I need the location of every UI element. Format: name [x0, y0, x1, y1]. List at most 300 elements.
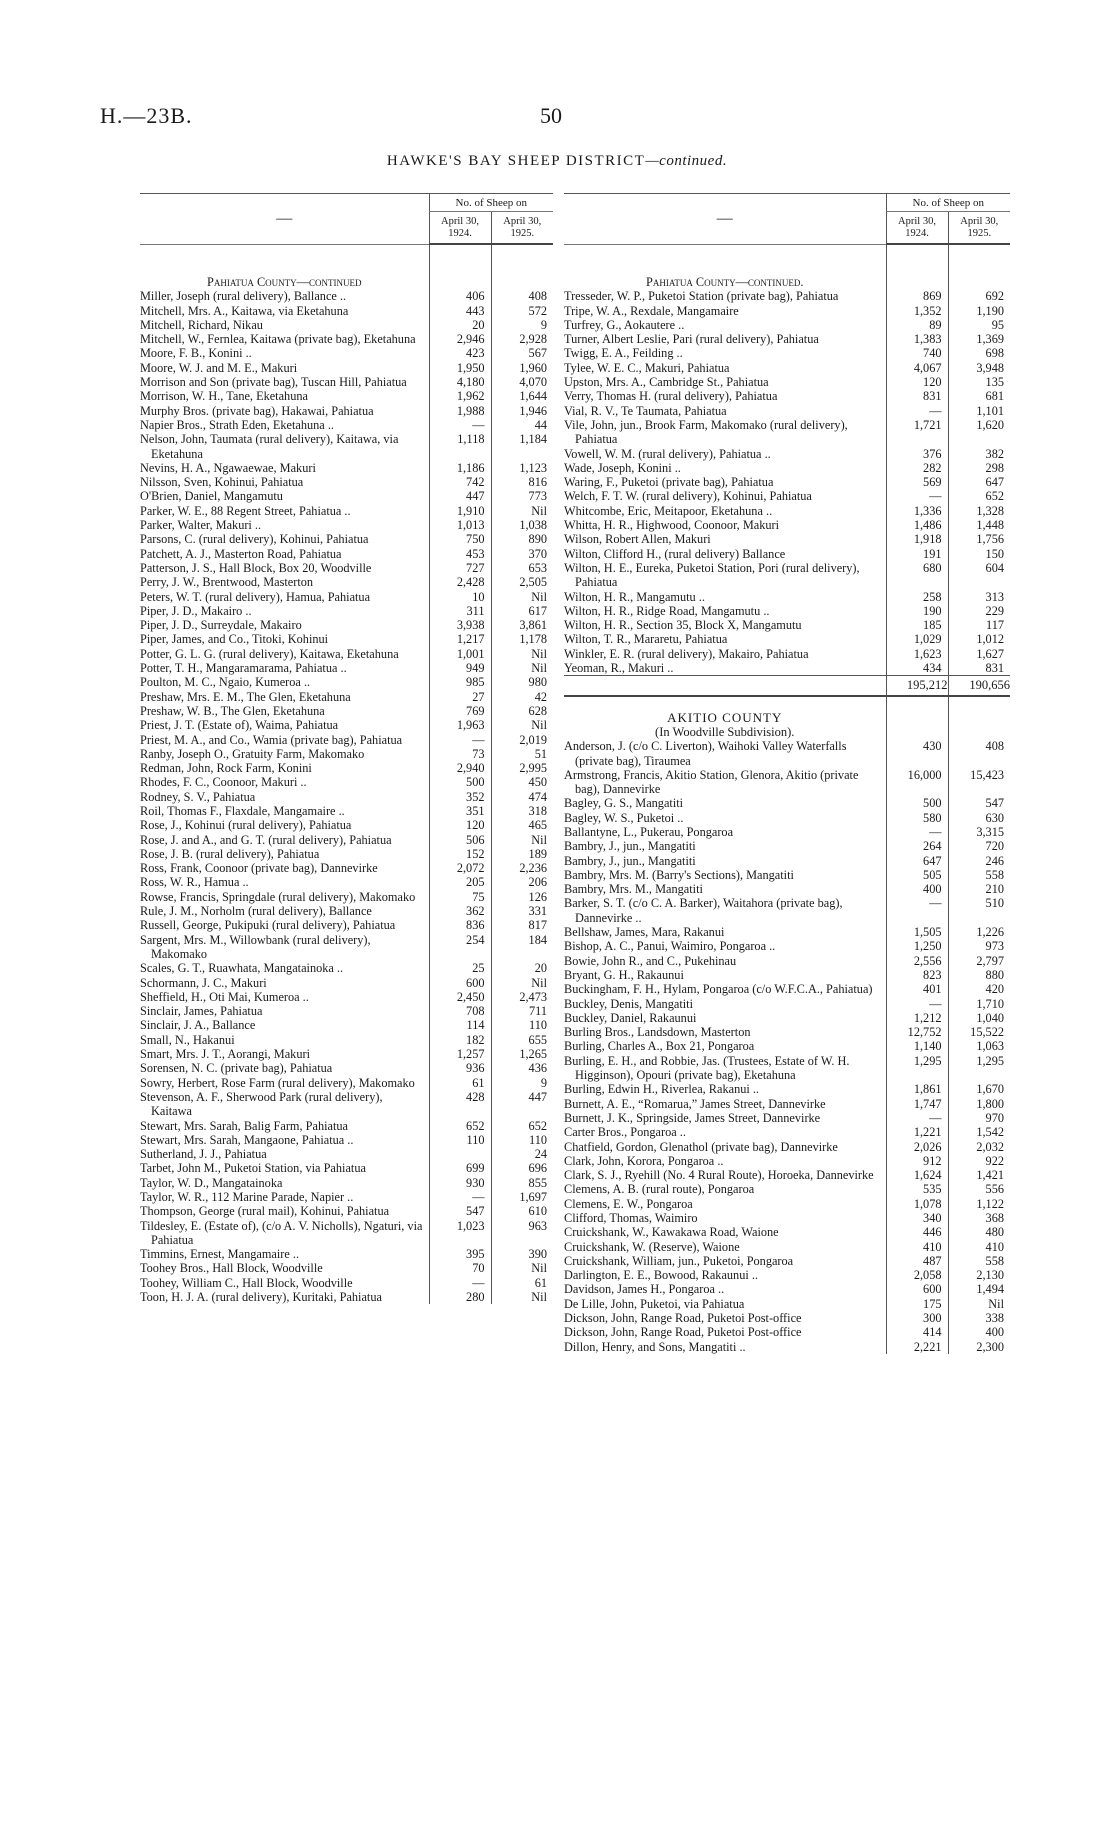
sheep-1924: 1,186 — [429, 461, 491, 475]
table-row — [564, 632, 1010, 646]
sheep-1924: 4,180 — [429, 375, 491, 389]
holder-name: Dickson, John, Range Road, Puketoi Post-office — [564, 1311, 802, 1326]
table-row — [564, 1125, 1010, 1139]
sheep-1925: 1,265 — [491, 1047, 553, 1061]
sheep-1925: 1,101 — [948, 404, 1010, 418]
table-row — [140, 461, 553, 475]
table-row — [564, 839, 1010, 853]
holder-name: Winkler, E. R. (rural delivery), Makairo, Pahiatua — [564, 646, 809, 661]
table-row — [140, 590, 553, 604]
holder-name: Wilton, H. R., Ridge Road, Mangamutu .. — [564, 603, 770, 618]
holder-name: Wilson, Robert Allen, Makuri — [564, 532, 711, 547]
sheep-1925: 135 — [948, 375, 1010, 389]
holder-name: Sowry, Herbert, Rose Farm (rural delivery), Makomako — [140, 1075, 415, 1090]
sheep-1924: 89 — [886, 318, 948, 332]
holder-name: Bagley, W. S., Puketoi .. — [564, 810, 684, 825]
table-row — [564, 954, 1010, 968]
sheep-1925: 556 — [948, 1182, 1010, 1196]
sheep-1924: 2,072 — [429, 861, 491, 875]
sheep-1924: 311 — [429, 604, 491, 618]
table-row — [564, 289, 1010, 303]
table-row — [140, 1190, 553, 1204]
left-name-header: — — [140, 194, 429, 245]
holder-name: Moore, W. J. and M. E., Makuri — [140, 360, 298, 375]
sheep-1924: 1,383 — [886, 332, 948, 346]
holder-name: Russell, George, Pukipuki (rural delivery), Pahiatua — [140, 918, 396, 933]
sheep-1924: 423 — [429, 346, 491, 360]
holder-name: Murphy Bros. (private bag), Hakawai, Pahiatua — [140, 403, 374, 418]
table-row — [140, 775, 553, 789]
sheep-1924: 61 — [429, 1076, 491, 1090]
sheep-1924: 376 — [886, 447, 948, 461]
sheep-1925: 2,019 — [491, 733, 553, 747]
sheep-1924: 2,058 — [886, 1268, 948, 1282]
holder-name: Carter Bros., Pongaroa .. — [564, 1125, 686, 1140]
holder-name: Cruickshank, William, jun., Puketoi, Pongaroa — [564, 1253, 794, 1268]
table-row — [140, 1033, 553, 1047]
holder-name: Buckley, Daniel, Rakaunui — [564, 1010, 697, 1025]
sheep-1925: 963 — [491, 1219, 553, 1248]
sheep-1925: 331 — [491, 904, 553, 918]
sheep-1925: 773 — [491, 489, 553, 503]
sheep-1924: 985 — [429, 675, 491, 689]
table-row — [564, 997, 1010, 1011]
right-col-1925: April 30, 1925. — [948, 212, 1010, 245]
table-row — [564, 489, 1010, 503]
sheep-1925: 1,627 — [948, 647, 1010, 661]
sheep-1924: 2,556 — [886, 954, 948, 968]
table-row — [564, 1254, 1010, 1268]
sheep-1925: Nil — [948, 1297, 1010, 1311]
table-row — [564, 1168, 1010, 1182]
sheep-1924: 27 — [429, 690, 491, 704]
table-row — [564, 1311, 1010, 1325]
sheep-1924: — — [429, 418, 491, 432]
table-row — [140, 304, 553, 318]
holder-name: Darlington, E. E., Bowood, Rakaunui .. — [564, 1268, 758, 1283]
table-row — [564, 1039, 1010, 1053]
sheep-1924: — — [886, 896, 948, 925]
sheep-1925: Nil — [491, 647, 553, 661]
holder-name: Bishop, A. C., Panui, Waimiro, Pongaroa .. — [564, 939, 776, 954]
table-row — [564, 1325, 1010, 1339]
sheep-1925: 630 — [948, 811, 1010, 825]
sheep-1924: 414 — [886, 1325, 948, 1339]
sheep-1925: 610 — [491, 1204, 553, 1218]
sheep-1924: 912 — [886, 1154, 948, 1168]
sheep-1925: 20 — [491, 961, 553, 975]
holder-name: Stewart, Mrs. Sarah, Balig Farm, Pahiatua — [140, 1118, 348, 1133]
table-row — [140, 404, 553, 418]
sheep-1925: 15,522 — [948, 1025, 1010, 1039]
sheep-1925: 692 — [948, 289, 1010, 303]
sheep-1925: 628 — [491, 704, 553, 718]
sheep-1924: — — [886, 1111, 948, 1125]
sheep-1925: 652 — [491, 1119, 553, 1133]
holder-name: Perry, J. W., Brentwood, Masterton — [140, 575, 314, 590]
sheep-1925: Nil — [491, 976, 553, 990]
table-row — [564, 939, 1010, 953]
sheep-1924: 254 — [429, 933, 491, 962]
table-row — [140, 704, 553, 718]
holder-name: Sheffield, H., Oti Mai, Kumeroa .. — [140, 989, 309, 1004]
sheep-1925: 2,236 — [491, 861, 553, 875]
sheep-1925: 110 — [491, 1133, 553, 1147]
sheep-1924: 120 — [886, 375, 948, 389]
sheep-1924: 175 — [886, 1297, 948, 1311]
holder-name: Dickson, John, Range Road, Puketoi Post-office — [564, 1325, 802, 1340]
sheep-1925: Nil — [491, 504, 553, 518]
sheep-1924: 1,624 — [886, 1168, 948, 1182]
table-row — [140, 961, 553, 975]
holder-name: Whitta, H. R., Highwood, Coonoor, Makuri — [564, 518, 780, 533]
county-subheading: (In Woodville Subdivision). — [655, 724, 795, 739]
table-row — [140, 1219, 553, 1248]
holder-name: O'Brien, Daniel, Mangamutu — [140, 489, 283, 504]
sheep-1925: 2,300 — [948, 1340, 1010, 1354]
sheep-1925: 410 — [948, 1240, 1010, 1254]
county-heading: AKITIO COUNTY — [667, 709, 783, 725]
sheep-1924: 2,428 — [429, 575, 491, 589]
sheep-1925: 1,800 — [948, 1097, 1010, 1111]
holder-name: Scales, G. T., Ruawhata, Mangatainoka .. — [140, 961, 344, 976]
table-row — [140, 1161, 553, 1175]
sheep-1924: 453 — [429, 547, 491, 561]
holder-name: Mitchell, Mrs. A., Kaitawa, via Eketahuna — [140, 303, 349, 318]
sheep-1925: 1,697 — [491, 1190, 553, 1204]
sheep-1924: 185 — [886, 618, 948, 632]
left-section-heading: Pahiatua County—continued — [207, 275, 362, 289]
holder-name: Tylee, W. E. C., Makuri, Pahiatua — [564, 360, 730, 375]
table-row — [140, 918, 553, 932]
holder-name: De Lille, John, Puketoi, via Pahiatua — [564, 1296, 745, 1311]
sheep-1925: 1,123 — [491, 461, 553, 475]
sheep-1925: 95 — [948, 318, 1010, 332]
sheep-1925: 126 — [491, 890, 553, 904]
sheep-1925: Nil — [491, 1261, 553, 1275]
table-row — [564, 518, 1010, 532]
table-row — [564, 475, 1010, 489]
table-row — [140, 933, 553, 962]
sheep-1925: 1,122 — [948, 1197, 1010, 1211]
sheep-1924: 2,946 — [429, 332, 491, 346]
table-row — [564, 375, 1010, 389]
sheep-1925: 3,315 — [948, 825, 1010, 839]
sheep-1924: 727 — [429, 561, 491, 575]
holder-name: Wilton, T. R., Mararetu, Pahiatua — [564, 632, 728, 647]
sheep-1924: 362 — [429, 904, 491, 918]
sheep-1925: 973 — [948, 939, 1010, 953]
sheep-1924: 12,752 — [886, 1025, 948, 1039]
table-row — [140, 1119, 553, 1133]
sheep-1924: 400 — [886, 882, 948, 896]
holder-name: Patterson, J. S., Hall Block, Box 20, Woodville — [140, 560, 372, 575]
table-row — [140, 389, 553, 403]
sheep-1924: 264 — [886, 839, 948, 853]
holder-name: Napier Bros., Strath Eden, Eketahuna .. — [140, 417, 334, 432]
holder-name: Barker, S. T. (c/o C. A. Barker), Waitahora (private bag), Dannevirke .. — [564, 896, 843, 925]
sheep-1924: 2,450 — [429, 990, 491, 1004]
sheep-1924: 1,963 — [429, 718, 491, 732]
table-row — [140, 790, 553, 804]
sheep-1924: 1,257 — [429, 1047, 491, 1061]
sheep-1925: 474 — [491, 790, 553, 804]
table-row — [564, 968, 1010, 982]
table-row — [564, 739, 1010, 768]
holder-name: Patchett, A. J., Masterton Road, Pahiatua — [140, 546, 342, 561]
holder-name: Smart, Mrs. J. T., Aorangi, Makuri — [140, 1047, 310, 1062]
table-row — [140, 1061, 553, 1075]
table-row — [140, 532, 553, 546]
sheep-1925: 368 — [948, 1211, 1010, 1225]
holder-name: Toon, H. J. A. (rural delivery), Kuritaki, Pahiatua — [140, 1290, 382, 1305]
sheep-1924: 535 — [886, 1182, 948, 1196]
sheep-1925: 1,328 — [948, 504, 1010, 518]
sheep-1925: 436 — [491, 1061, 553, 1075]
sheep-1924: 1,505 — [886, 925, 948, 939]
left-table — [140, 193, 553, 1304]
sheep-1925: Nil — [491, 661, 553, 675]
table-row — [564, 796, 1010, 810]
table-row — [140, 432, 553, 461]
holder-name: Preshaw, W. B., The Glen, Eketahuna — [140, 703, 325, 718]
sheep-1925: 51 — [491, 747, 553, 761]
table-row — [564, 547, 1010, 561]
sheep-1924: 395 — [429, 1247, 491, 1261]
holder-name: Tresseder, W. P., Puketoi Station (private bag), Pahiatua — [564, 289, 839, 304]
holder-name: Tarbet, John M., Puketoi Station, via Pahiatua — [140, 1161, 366, 1176]
sheep-1925: 655 — [491, 1033, 553, 1047]
table-row — [564, 532, 1010, 546]
sheep-1925: 720 — [948, 839, 1010, 853]
table-row — [564, 811, 1010, 825]
table-row — [140, 861, 553, 875]
sheep-1925: 2,797 — [948, 954, 1010, 968]
holder-name: Rodney, S. V., Pahiatua — [140, 789, 256, 804]
table-row — [564, 925, 1010, 939]
holder-name: Burling Bros., Landsdown, Masterton — [564, 1025, 751, 1040]
sheep-1925: Nil — [491, 718, 553, 732]
sheep-1925: 2,032 — [948, 1140, 1010, 1154]
sheep-1925: 447 — [491, 1090, 553, 1119]
sheep-1924: 500 — [429, 775, 491, 789]
table-row — [564, 304, 1010, 318]
sheep-1924: 487 — [886, 1254, 948, 1268]
sheep-1924: 190 — [886, 604, 948, 618]
holder-name: Morrison and Son (private bag), Tuscan Hill, Pahiatua — [140, 375, 407, 390]
sheep-1924: 936 — [429, 1061, 491, 1075]
table-row — [564, 1297, 1010, 1311]
sheep-1925: Nil — [491, 1290, 553, 1304]
table-row — [564, 647, 1010, 661]
table-row — [564, 618, 1010, 632]
holder-name: Yeoman, R., Makuri .. — [564, 661, 674, 676]
holder-name: Sinclair, J. A., Ballance — [140, 1018, 256, 1033]
table-row — [564, 1011, 1010, 1025]
holder-name: Potter, G. L. G. (rural delivery), Kaitawa, Eketahuna — [140, 646, 399, 661]
sheep-1924: 1,623 — [886, 647, 948, 661]
sheep-1924: 340 — [886, 1211, 948, 1225]
table-row — [564, 1197, 1010, 1211]
holder-name: Chatfield, Gordon, Glenathol (private bag), Dannevirke — [564, 1139, 838, 1154]
sheep-1924: 500 — [886, 796, 948, 810]
holder-name: Whitcombe, Eric, Meitapoor, Eketahuna .. — [564, 503, 773, 518]
holder-name: Schormann, J. C., Makuri — [140, 975, 267, 990]
sheep-1924: 506 — [429, 833, 491, 847]
holder-name: Rose, J., Kohinui (rural delivery), Pahiatua — [140, 818, 352, 833]
sheep-1924: 547 — [429, 1204, 491, 1218]
holder-name: Parsons, C. (rural delivery), Kohinui, Pahiatua — [140, 532, 369, 547]
sheep-1925: 652 — [948, 489, 1010, 503]
table-row — [564, 504, 1010, 518]
table-row — [564, 1225, 1010, 1239]
sheep-1925: 1,710 — [948, 997, 1010, 1011]
sheep-1925: 1,178 — [491, 632, 553, 646]
table-row — [140, 361, 553, 375]
sheep-1924: 446 — [886, 1225, 948, 1239]
sheep-1924: 769 — [429, 704, 491, 718]
table-row — [564, 590, 1010, 604]
sheep-1925: 572 — [491, 304, 553, 318]
table-row — [564, 389, 1010, 403]
sheep-1925: 2,995 — [491, 761, 553, 775]
sheep-1925: 1,038 — [491, 518, 553, 532]
holder-name: Dillon, Henry, and Sons, Mangatiti .. — [564, 1339, 746, 1354]
sheep-1924: 1,747 — [886, 1097, 948, 1111]
sheep-1925: 246 — [948, 854, 1010, 868]
sheep-1925: 653 — [491, 561, 553, 575]
sheep-1925: 980 — [491, 675, 553, 689]
holder-name: Mitchell, W., Fernlea, Kaitawa (private bag), Eketahuna — [140, 332, 416, 347]
table-row — [140, 1290, 553, 1304]
total-label — [564, 676, 886, 696]
sheep-1925: 880 — [948, 968, 1010, 982]
sheep-1924: 1,217 — [429, 632, 491, 646]
page-title — [0, 153, 1114, 170]
table-row — [140, 504, 553, 518]
sheep-1925: 831 — [948, 661, 1010, 676]
table-row — [140, 718, 553, 732]
table-row — [564, 882, 1010, 896]
sheep-1925: 338 — [948, 1311, 1010, 1325]
sheep-1924: 1,962 — [429, 389, 491, 403]
left-column — [140, 193, 553, 1304]
sheep-1924: 401 — [886, 982, 948, 996]
sheep-1925: 42 — [491, 690, 553, 704]
holder-name: Priest, J. T. (Estate of), Waima, Pahiatua — [140, 718, 339, 733]
table-row — [140, 904, 553, 918]
sheep-1924: 831 — [886, 389, 948, 403]
holder-name: Bellshaw, James, Mara, Rakanui — [564, 925, 725, 940]
holder-name: Ballantyne, L., Pukerau, Pongaroa — [564, 824, 734, 839]
sheep-1924: 1,001 — [429, 647, 491, 661]
sheep-1924: 1,336 — [886, 504, 948, 518]
sheep-1925: 298 — [948, 461, 1010, 475]
spacer — [564, 696, 886, 707]
sheep-1924: — — [429, 1276, 491, 1290]
holder-name: Priest, M. A., and Co., Wamia (private bag), Pahiatua — [140, 732, 403, 747]
holder-name: Bryant, G. H., Rakaunui — [564, 967, 684, 982]
sheep-1924: 205 — [429, 875, 491, 889]
holder-name: Cruickshank, W., Kawakawa Road, Waione — [564, 1225, 779, 1240]
sheep-1925: 9 — [491, 1076, 553, 1090]
sheep-1924: 742 — [429, 475, 491, 489]
holder-name: Waring, F., Puketoi (private bag), Pahiatua — [564, 475, 774, 490]
right-table — [564, 193, 1010, 1354]
holder-name: Davidson, James H., Pongaroa .. — [564, 1282, 725, 1297]
table-row — [564, 361, 1010, 375]
sheep-1925: 408 — [491, 289, 553, 303]
sheep-1925: 2,505 — [491, 575, 553, 589]
sheep-1925: 547 — [948, 796, 1010, 810]
sheep-1924: 75 — [429, 890, 491, 904]
table-row — [564, 825, 1010, 839]
sheep-1924: 300 — [886, 1311, 948, 1325]
holder-name: Vial, R. V., Te Taumata, Pahiatua — [564, 403, 727, 418]
sheep-1924: — — [886, 404, 948, 418]
sheep-1925: Nil — [491, 833, 553, 847]
sheep-1925: 1,946 — [491, 404, 553, 418]
right-col-1924: April 30, 1924. — [886, 212, 948, 245]
holder-name: Ranby, Joseph O., Gratuity Farm, Makomako — [140, 746, 365, 761]
sheep-1925: 1,190 — [948, 304, 1010, 318]
table-row — [140, 675, 553, 689]
sheep-1925: 1,644 — [491, 389, 553, 403]
title-main: HAWKE'S BAY SHEEP DISTRICT — [386, 153, 646, 169]
holder-name: Burling, Charles A., Box 21, Pongaroa — [564, 1039, 755, 1054]
holder-name: Wilton, H. R., Section 35, Block X, Mangamutu — [564, 618, 802, 633]
table-row — [140, 1004, 553, 1018]
holder-name: Peters, W. T. (rural delivery), Hamua, Pahiatua — [140, 589, 371, 604]
holder-name: Wilton, H. E., Eureka, Puketoi Station, Pori (rural delivery), Pahiatua — [564, 560, 860, 590]
sheep-1924: 410 — [886, 1240, 948, 1254]
table-row — [564, 868, 1010, 882]
table-row — [564, 854, 1010, 868]
sheep-1925: 890 — [491, 532, 553, 546]
holder-name: Buckingham, F. H., Hylam, Pongaroa (c/o W.F.C.A., Pahiatua) — [564, 982, 873, 997]
sheep-1924: 600 — [429, 976, 491, 990]
table-row — [140, 289, 553, 303]
table-row — [564, 1054, 1010, 1083]
sheep-1925: 696 — [491, 1161, 553, 1175]
holder-name: Clemens, E. W., Pongaroa — [564, 1196, 693, 1211]
holder-name: Nelson, John, Taumata (rural delivery), Kaitawa, via Eketahuna — [140, 432, 399, 461]
sheep-1925: 604 — [948, 561, 1010, 590]
sheep-1924: 20 — [429, 318, 491, 332]
sheep-1924: 699 — [429, 1161, 491, 1175]
sheep-1925: 480 — [948, 1225, 1010, 1239]
sheep-1924: 652 — [429, 1119, 491, 1133]
sheep-1924: 351 — [429, 804, 491, 818]
table-row — [140, 661, 553, 675]
sheep-1924: 1,140 — [886, 1039, 948, 1053]
holder-name: Rose, J. B. (rural delivery), Pahiatua — [140, 846, 320, 861]
holder-name: Bambry, J., jun., Mangatiti — [564, 853, 696, 868]
sheep-1925: 1,494 — [948, 1282, 1010, 1296]
holder-name: Bambry, Mrs. M. (Barry's Sections), Mangatiti — [564, 867, 794, 882]
table-row — [140, 575, 553, 589]
table-row — [140, 1204, 553, 1218]
holder-name: Moore, F. B., Konini .. — [140, 346, 252, 361]
sheep-1924: 1,486 — [886, 518, 948, 532]
holder-name: Clemens, A. B. (rural route), Pongaroa — [564, 1182, 755, 1197]
table-row — [564, 604, 1010, 618]
table-row — [140, 375, 553, 389]
holder-name: Stevenson, A. F., Sherwood Park (rural delivery), Kaitawa — [140, 1089, 383, 1119]
sheep-1925: 61 — [491, 1276, 553, 1290]
sheep-1924: 505 — [886, 868, 948, 882]
holder-name: Wilton, Clifford H., (rural delivery) Ballance — [564, 546, 786, 561]
